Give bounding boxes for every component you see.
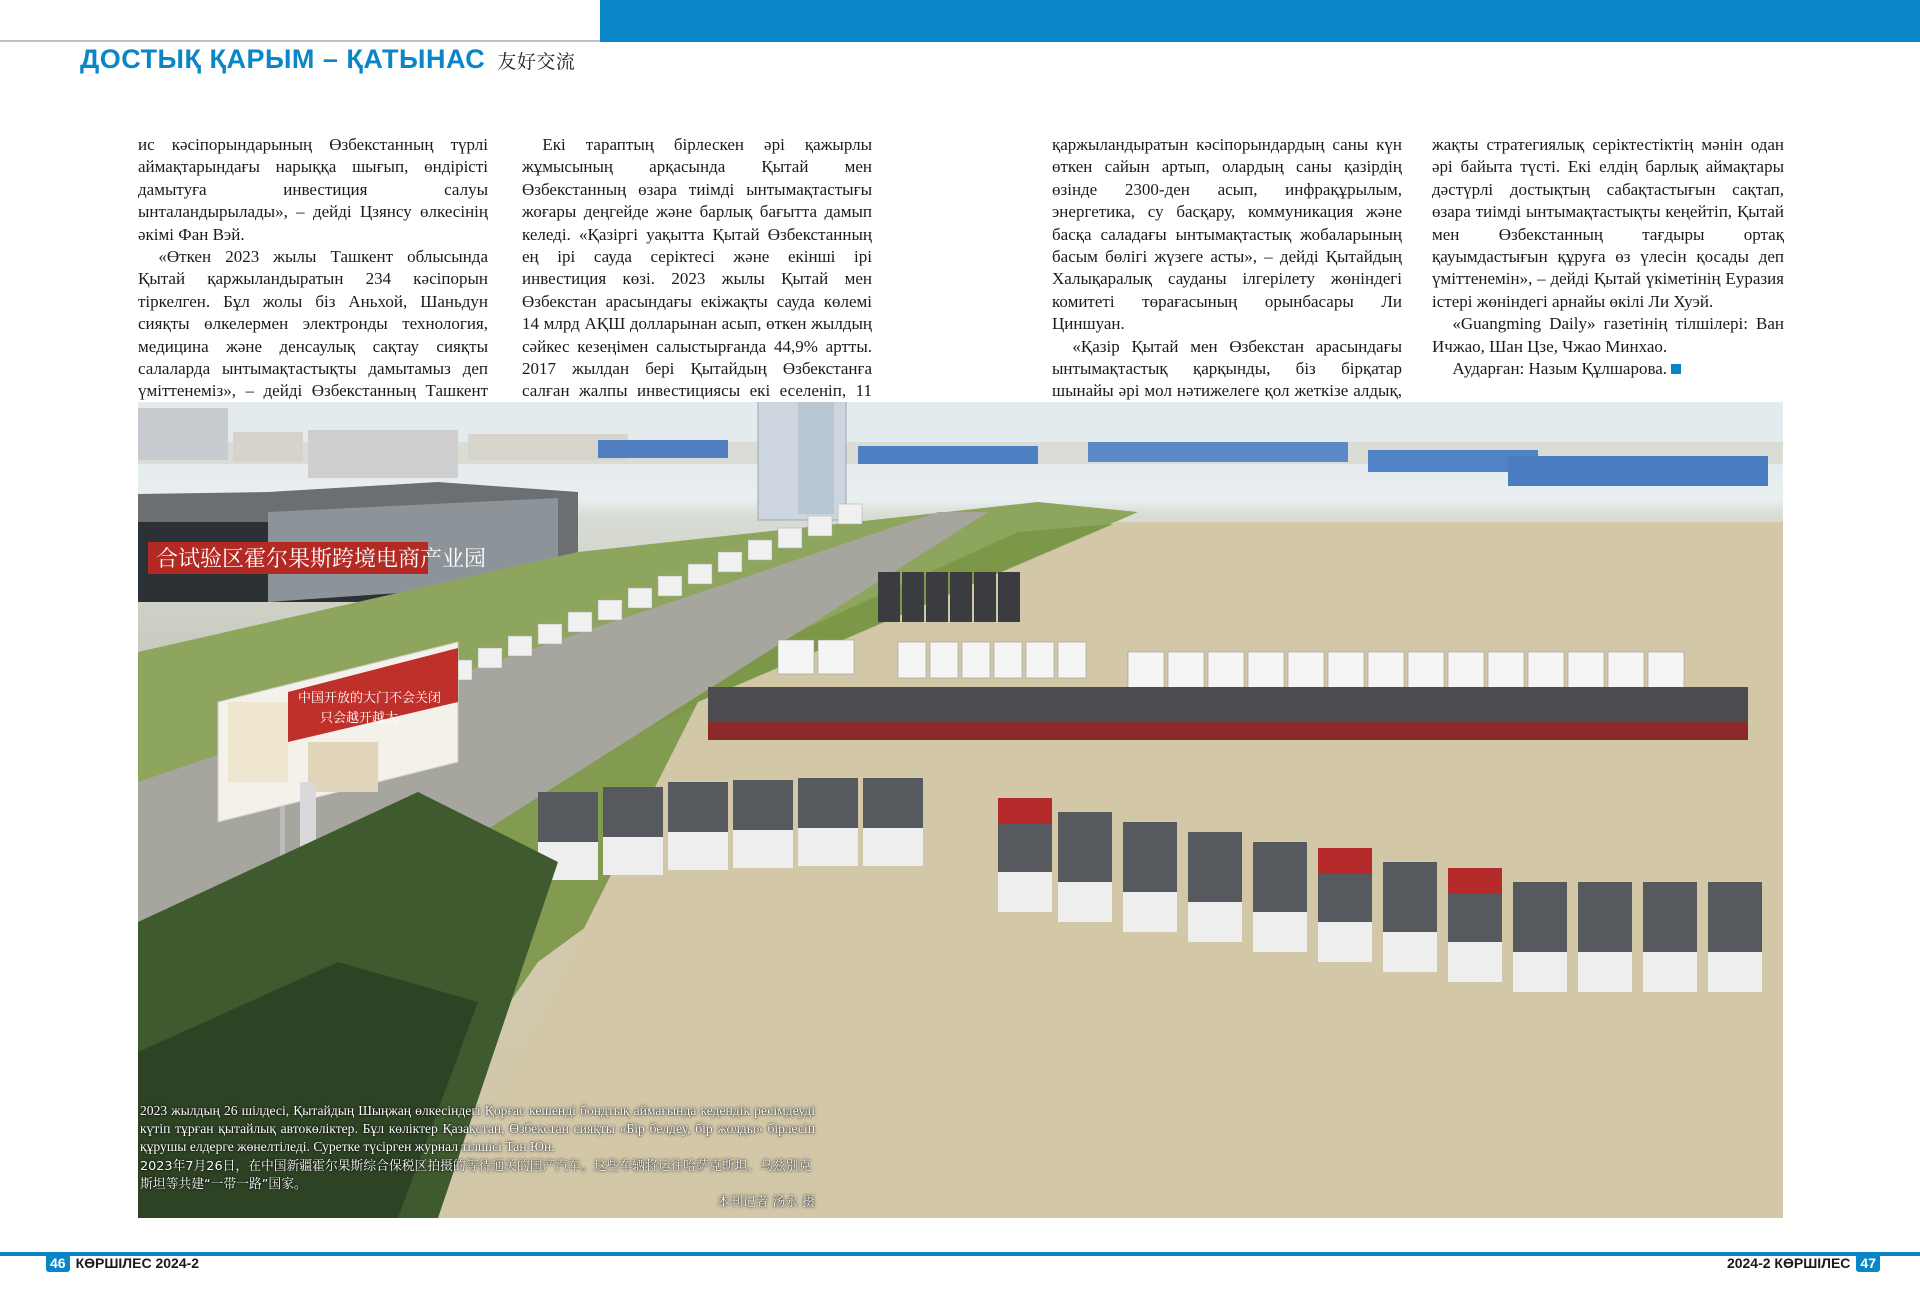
billboard-text-2: 只会越开越大 bbox=[320, 711, 399, 726]
article-photo bbox=[138, 402, 1783, 1218]
translator-text: Аударған: Назым Құлшарова. bbox=[1452, 359, 1668, 379]
paragraph: «Guangming Daily» газетінің тілшілері: Ван Ичжао, Шан Цзе, Чжао Минхао. bbox=[1432, 314, 1784, 356]
article-column-4 bbox=[1432, 134, 1784, 380]
header-accent-bar bbox=[600, 0, 1920, 42]
page-number-right: 47 bbox=[1856, 1254, 1880, 1272]
footer-title-right: 2024-2 КӨРШІЛЕС bbox=[1726, 1255, 1851, 1271]
caption-credit: 本刊记者 汤永 摄 bbox=[717, 1195, 815, 1210]
paragraph: «Қазір Қытай мен Өзбекстан арасындағы ынтымақтастық қарқынды, біз бірқатар шынайы әрі мол нәтижелеге қол жеткізе алдық, bbox=[1052, 336, 1402, 401]
article-column-2 bbox=[522, 134, 872, 448]
article-column-1 bbox=[138, 134, 488, 448]
paragraph: Екі тараптың бірлескен әрі қажырлы жұмысының арқасында Қытай мен Өзбекстанның өзара тиімді ынтымақтастығы жоғары деңгейде және барлық бағытта дамып келеді. «Қазіргі уақытта Қытай Өзбекстанның ең ірі сауда серіктесі және екінші ірі инвестиция көзі. 2023 жылы Қытай мен Өзбекстан арасындағы екіжақты сауда көлемі 14 млрд АҚШ долларынан асып, өткен жылдың сәйкес кезеңімен салыстырғанда 44,9% артты. 2017 жылдан бері Қытайдың Өзбекстанға салған жалпы инвестициясы екі еселеніп, 11 bbox=[522, 135, 872, 401]
footer-title-left: КӨРШІЛЕС 2024-2 bbox=[75, 1255, 200, 1271]
section-title-cn: 友好交流 bbox=[497, 52, 576, 73]
caption-kz: 2023 жылдың 26 шілдесі, Қытайдың Шыңжаң өлкесіндегі Қорғас кешенді бондтық аймағында кедендік ресімдеуді күтіп тұрған қытайлық автокөліктер. Бұл көліктер Қазақстан, Өзбекстан сияқты «Бір белдеу, бір жолды» бірлесіп құрушы елдерге жөнелтіледі. Суретке түсірген журнал тілшісі Тан Юн. bbox=[140, 1103, 815, 1154]
end-mark-icon bbox=[1671, 364, 1681, 374]
footer-accent-bar bbox=[0, 1252, 1920, 1256]
building-sign: 合试验区霍尔果斯跨境电商产业园 bbox=[156, 547, 487, 572]
header-rule bbox=[0, 40, 600, 42]
truck-yard-illustration bbox=[138, 402, 1783, 1218]
page-number-left: 46 bbox=[46, 1254, 70, 1272]
paragraph: қаржыландыратын кәсіпорындардың саны күн өткен сайын артып, олардың саны қазірдің өзінде 2300-ден асып, инфрақұрылым, энергетика, су басқару, коммуникация және басқа саладағы ынтымақтастық жобаларының басым бөлігі жүзеге асты», – дейді Қытайдың Халықаралық сауданы ілгерілету жөніндегі комитеті төрағасының орынбасары Ли Циншуан. bbox=[1052, 135, 1402, 334]
billboard-text-1: 中国开放的大门不会关闭 bbox=[298, 691, 442, 706]
translator-line bbox=[1432, 358, 1784, 380]
footer-left bbox=[46, 1254, 199, 1272]
section-title bbox=[80, 44, 575, 75]
paragraph: жақты стратегиялық серіктестіктің мәнін одан әрі байыта түсті. Екі елдің барлық аймақтары дәстүрлі достықтың сабақтастығын сақтап, өзара тиімді ынтымақтастықты кеңейтіп, Қытай мен Өзбекстанның тағдыры ортақ қауымдастығын құруға өз үлесін қосады деп үміттенемін», – дейді Қытай үкіметінің Еуразия істері жөніндегі арнайы өкілі Ли Хуэй. bbox=[1432, 135, 1784, 311]
article-column-3 bbox=[1052, 134, 1402, 425]
paragraph: «Өткен 2023 жылы Ташкент облысында Қытай қаржыландыратын 234 кәсіпорын тіркелген. Бұл жолы біз Аньхой, Шаньдун сияқты өлкелермен электронды технология, медицина және денсаулық сақтау сияқты салаларда ынтымақтастықты дамытамыз деп үміттенеміз», – дейді Өзбекстанның Ташкент bbox=[138, 247, 488, 401]
paragraph: ис кәсіпорындарының Өзбекстанның түрлі аймақтарындағы нарыққа шығып, өндірісті дамытуға инвестиция салуы ынталандырылады», – дейді Цзянсу өлкесінің әкімі Фан Вэй. bbox=[138, 135, 488, 244]
caption-cn: 2023年7月26日，在中国新疆霍尔果斯综合保税区拍摄的等待通关的国产汽车。这些车辆将运往哈萨克斯坦、乌兹别克斯坦等共建“一带一路”国家。 bbox=[140, 1159, 812, 1192]
section-title-kz: ДОСТЫҚ ҚАРЫМ – ҚАТЫНАС bbox=[80, 44, 486, 74]
photo-caption bbox=[140, 1102, 815, 1212]
footer-right bbox=[1727, 1254, 1880, 1272]
